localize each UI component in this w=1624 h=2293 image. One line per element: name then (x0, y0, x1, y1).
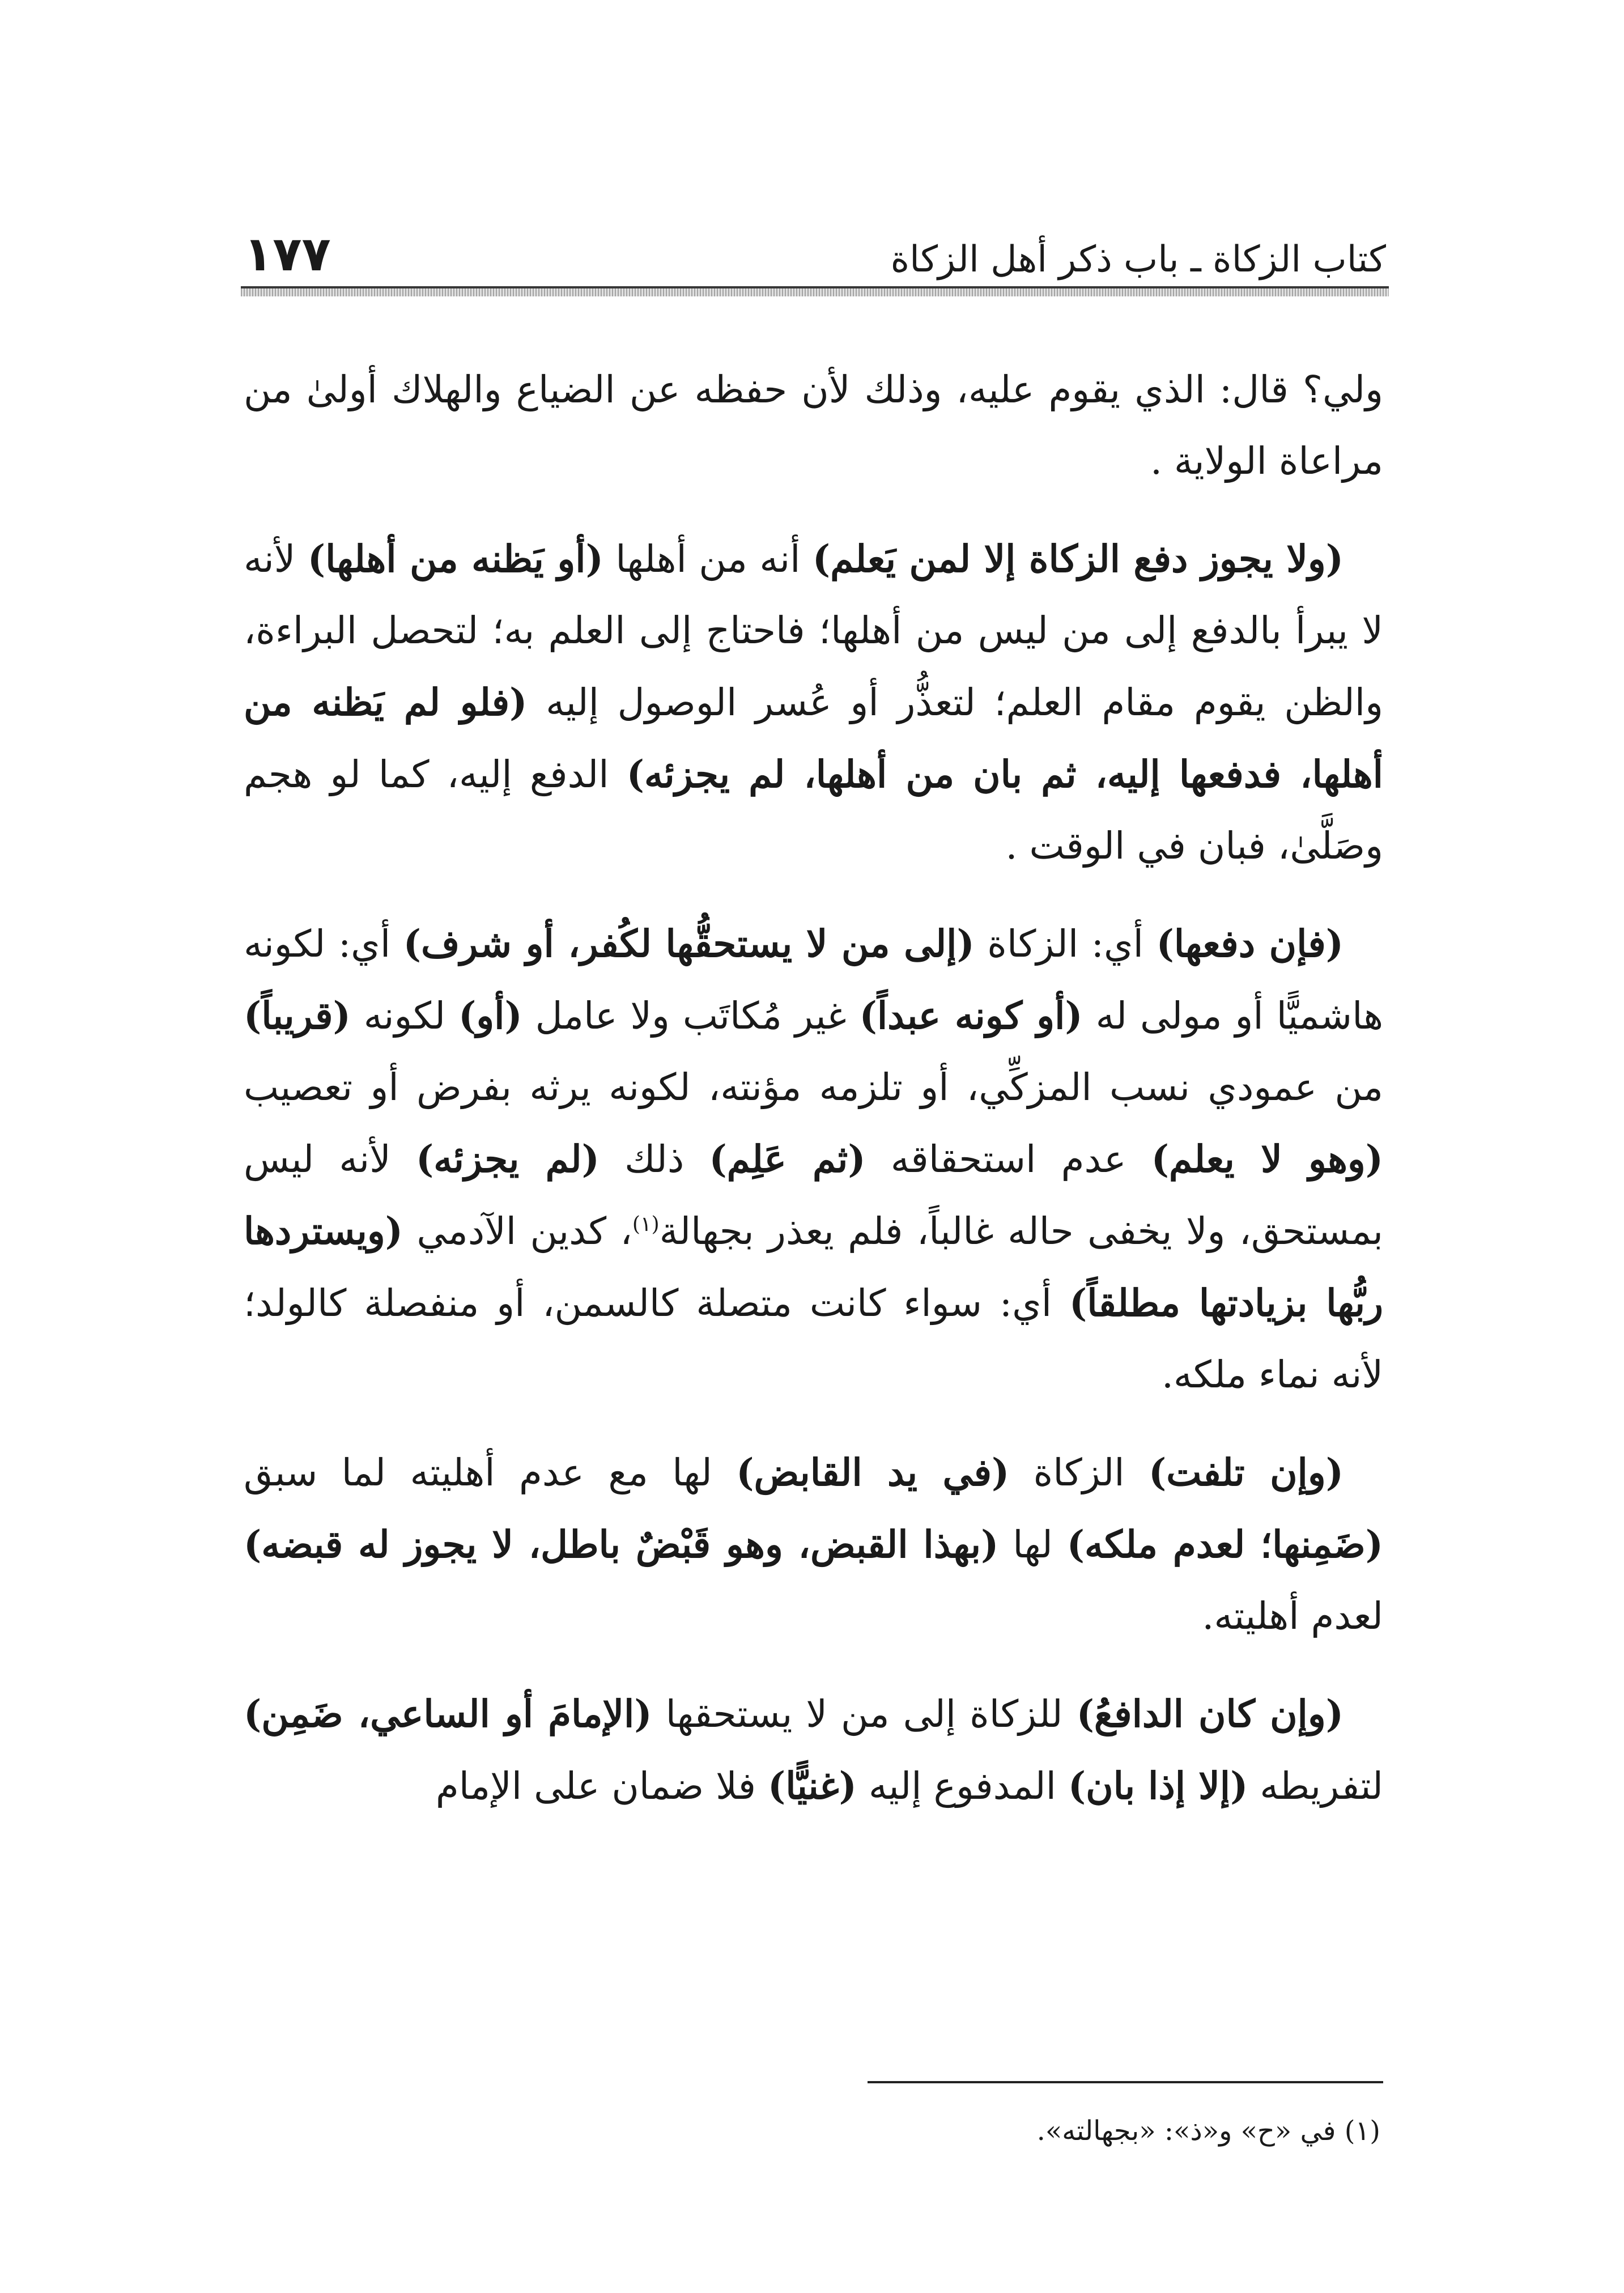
sharh-text: لأنه لا يبرأ بالدفع إلى من ليس من أهلها؛ فاحتاج إلى العلم به؛ لتحصل البراءة، والظن يقوم مقام العلم؛ لتعذُّر أو عُسر الوصول إليه (244, 537, 1383, 724)
footnote-marker: (١) (632, 1212, 660, 1236)
sharh-text: أنه من أهلها (603, 537, 813, 581)
matn-text: (وهو لا يعلم) (1151, 1137, 1383, 1181)
matn-text: (قريباً) (244, 993, 351, 1038)
sharh-text: غير مُكاتَب ولا عامل (522, 994, 860, 1038)
header-divider (241, 286, 1389, 296)
main-text (244, 354, 1383, 1848)
footnote-divider (868, 2081, 1383, 2083)
matn-text: (وإن كان الدافعُ) (1076, 1692, 1344, 1736)
sharh-text: لها (998, 1523, 1067, 1566)
sharh-text: لها مع عدم أهليته لما سبق (244, 1451, 737, 1494)
sharh-text: لتفريطه (1248, 1764, 1383, 1808)
running-title: كتاب الزكاة ـ باب ذكر أهل الزكاة (890, 239, 1386, 281)
page-header (244, 210, 1386, 282)
paragraph (244, 908, 1383, 1411)
sharh-text: فلا ضمان على الإمام (435, 1764, 768, 1808)
matn-text: (لم يجزئه) (416, 1137, 600, 1181)
matn-text: (ضَمِنها؛ لعدم ملكه) (1066, 1522, 1383, 1566)
paragraph (244, 1678, 1383, 1822)
footnote: (١) في «ح» و«ذ»: «بجهالته». (1036, 2115, 1380, 2147)
matn-text: (وإن تلفت) (1149, 1450, 1344, 1494)
matn-text: (ثم عَلِم) (709, 1137, 866, 1181)
sharh-text: أي: الزكاة (974, 922, 1157, 966)
sharh-text: الزكاة (1009, 1451, 1149, 1494)
sharh-text: للزكاة إلى من لا يستحقها (652, 1692, 1077, 1736)
matn-text: (أو كونه عبداً) (859, 993, 1083, 1038)
sharh-text: عدم استحقاقه (865, 1137, 1151, 1181)
matn-text: (أو) (458, 993, 522, 1038)
matn-text: (ويستردها ربُّها بزيادتها مطلقاً) (244, 1209, 1383, 1325)
matn-text: (فإن دفعها) (1156, 922, 1344, 966)
matn-text: (بهذا القبض، وهو قَبْضٌ باطل، لا يجوز له قبضه) (244, 1522, 999, 1566)
sharh-text: لعدم أهليته. (1202, 1594, 1383, 1638)
matn-text: (ولا يجوز دفع الزكاة إلا لمن يَعلم) (812, 537, 1344, 581)
sharh-text: من عمودي نسب المزكِّي، أو تلزمه مؤنته، لكونه يرثه بفرض أو تعصيب (244, 1065, 1383, 1109)
sharh-text: أي: لكونه هاشميًّا أو مولى له (244, 922, 1383, 1038)
matn-text: (في يد القابض) (736, 1450, 1010, 1494)
sharh-text: المدفوع إليه (856, 1764, 1068, 1808)
sharh-text: الدفع إليه، كما لو هجم وصَلَّىٰ، فبان في الوقت . (244, 753, 1383, 868)
sharh-text: ولي؟ قال: الذي يقوم عليه، وذلك لأن حفظه عن الضياع والهلاك أولىٰ من مراعاة الولاية . (244, 368, 1383, 483)
paragraph (244, 354, 1383, 497)
paragraph (244, 523, 1383, 882)
paragraph (244, 1437, 1383, 1652)
sharh-text: ذلك (599, 1137, 709, 1181)
sharh-text: أي: سواء كانت متصلة كالسمن، أو منفصلة كالولد؛ لأنه نماء ملكه. (244, 1281, 1383, 1396)
matn-text: (إلا إذا بان) (1068, 1764, 1248, 1808)
sharh-text: لأنه ليس بمستحق، ولا يخفى حاله غالباً، فلم يعذر بجهالة (244, 1137, 1383, 1253)
matn-text: (إلى من لا يستحقُّها لكُفر، أو شرف) (403, 922, 975, 966)
sharh-text: لكونه (350, 994, 459, 1038)
matn-text: (غنيًّا) (768, 1764, 857, 1808)
page-number: ١٧٧ (244, 226, 331, 282)
sharh-text: ، كدين الآدمي (402, 1209, 632, 1253)
matn-text: (الإمامَ أو الساعي، ضَمِن) (244, 1692, 652, 1736)
matn-text: (أو يَظنه من أهلها) (307, 537, 603, 581)
matn-text: (فلو لم يَظنه من أهلها، فدفعها إليه، ثم بان من أهلها، لم يجزئه) (244, 680, 1383, 796)
